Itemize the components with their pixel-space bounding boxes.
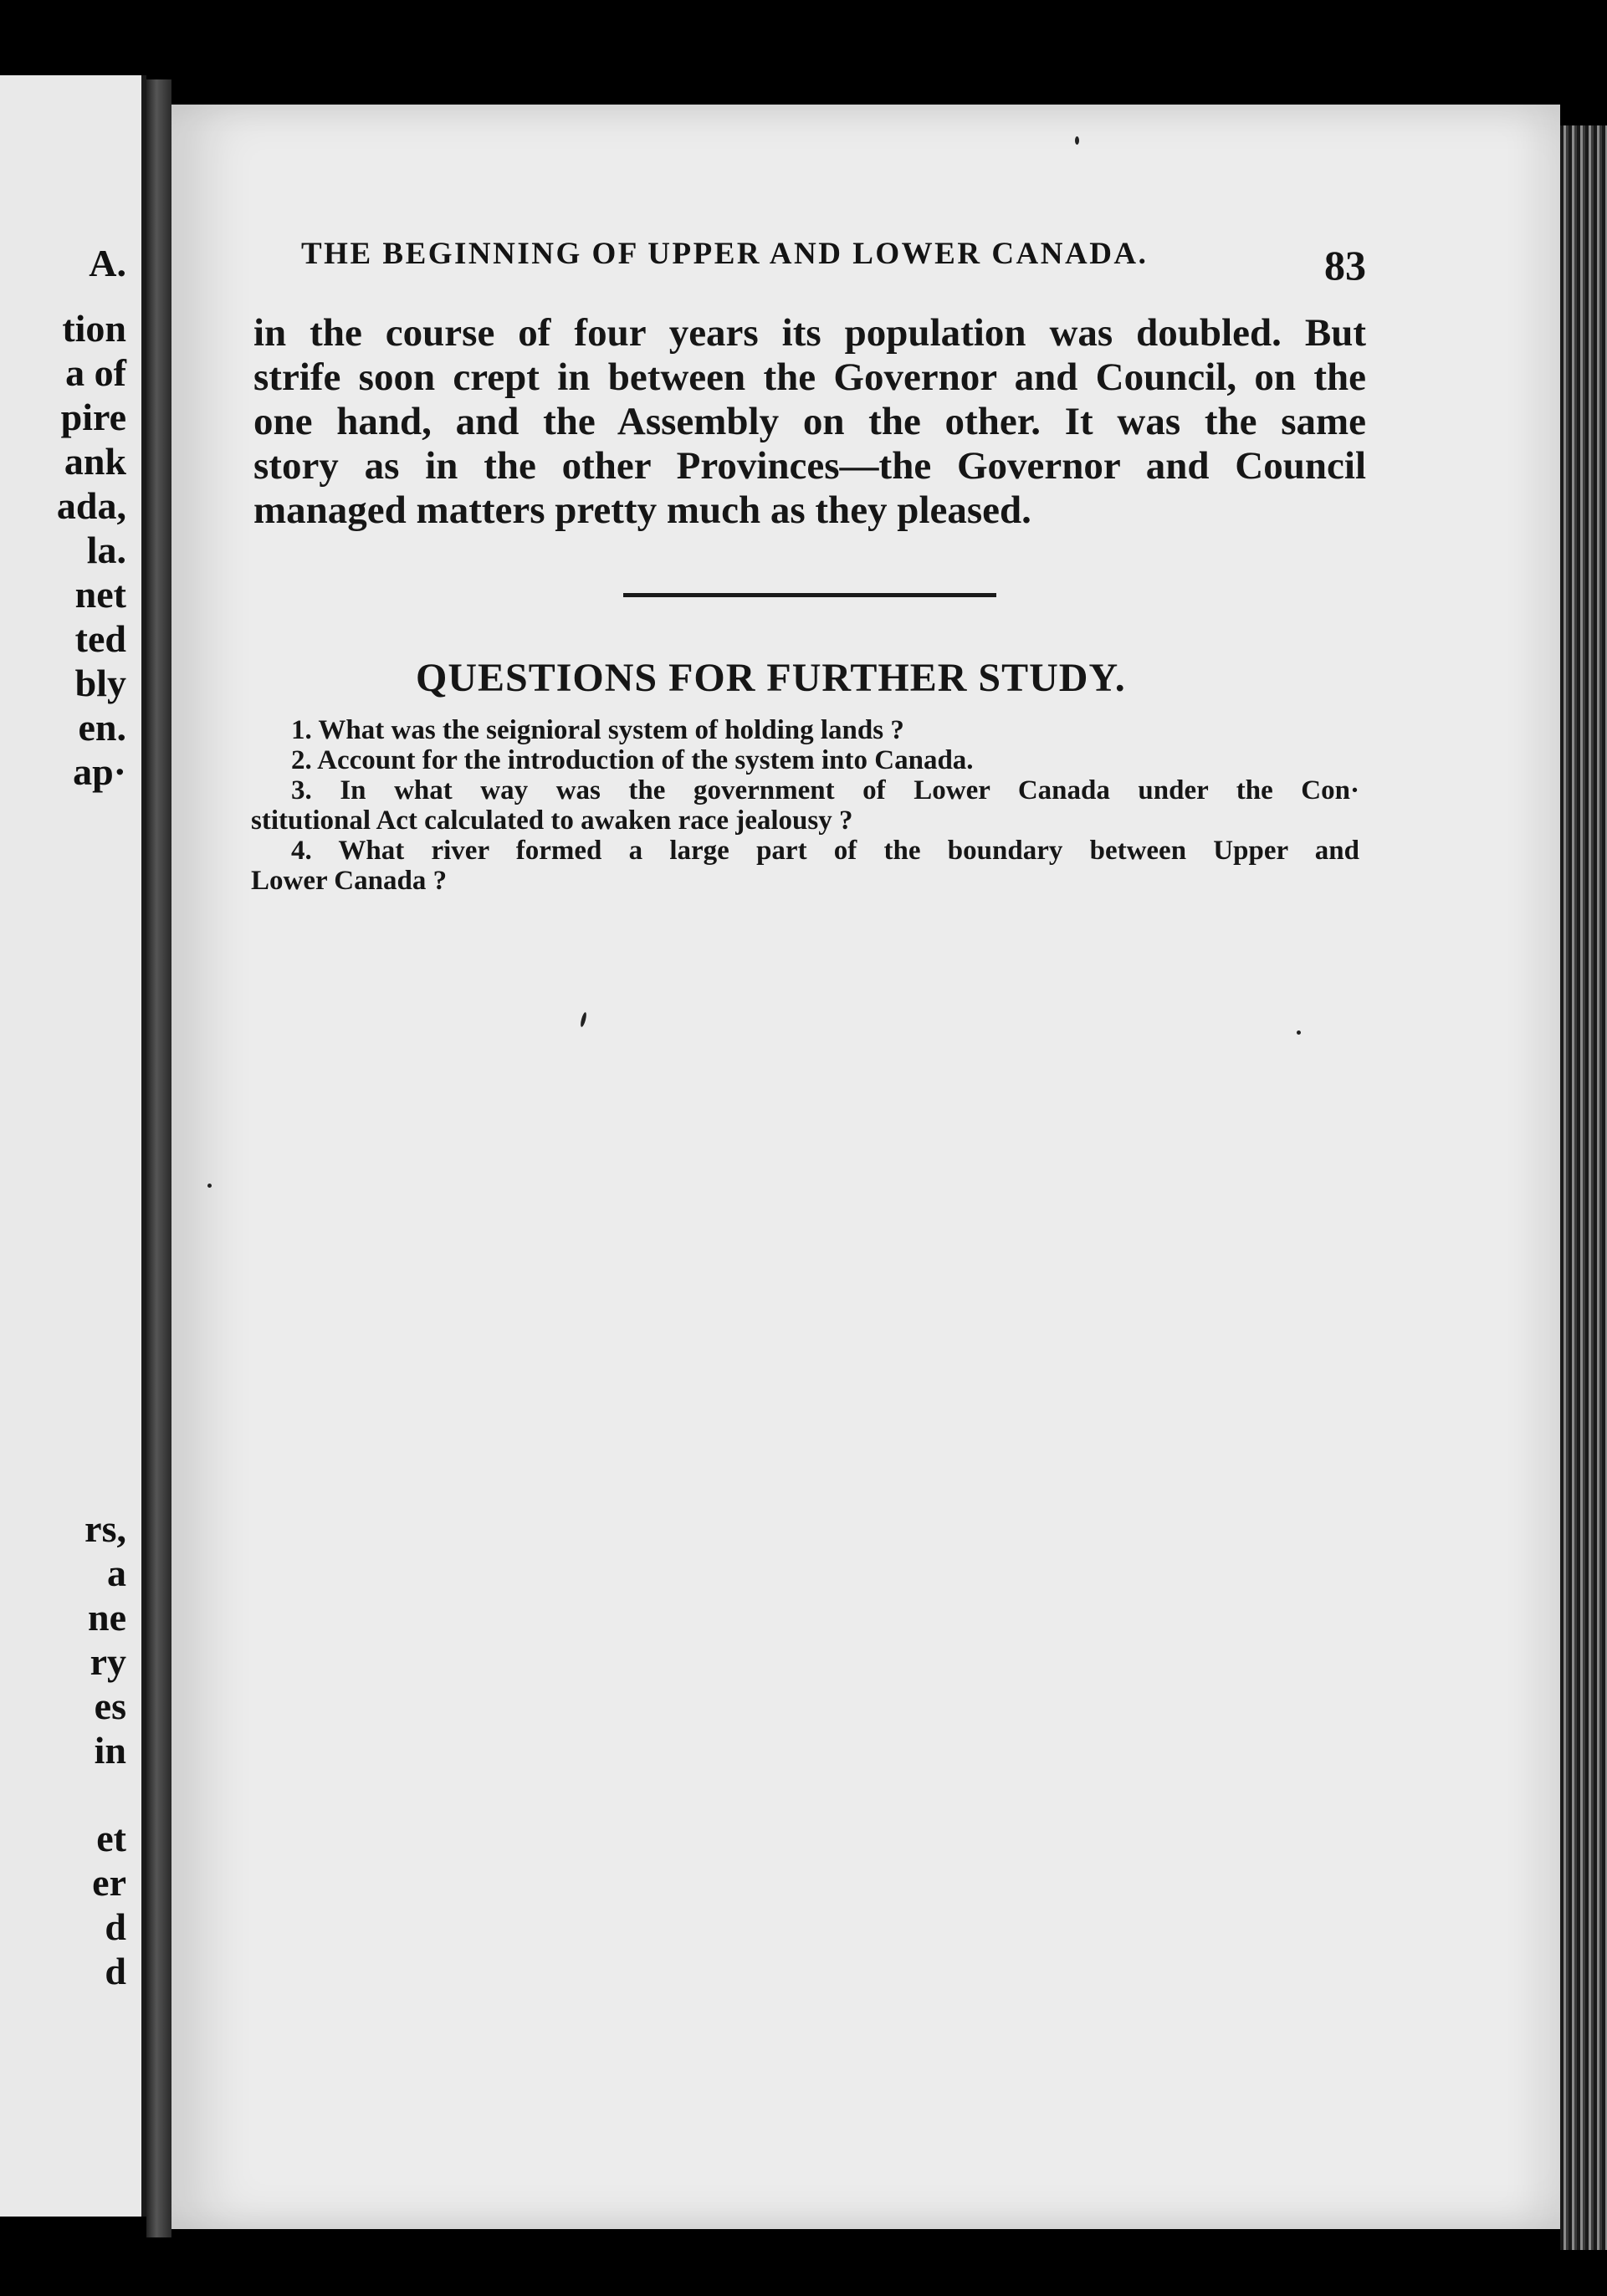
body-line: strife soon crept in between the Governor and Council, on the	[253, 355, 1366, 399]
page-edges	[1560, 125, 1607, 2250]
facing-line-ending: in	[94, 1729, 126, 1772]
question-line: 4. What river formed a large part of the boundary between Upper and	[291, 836, 1359, 866]
questions-list	[251, 715, 1359, 896]
body-paragraph	[253, 311, 1366, 533]
facing-line-ending: ry	[90, 1640, 126, 1683]
facing-line-ending: d	[105, 1950, 126, 1992]
body-line: story as in the other Provinces—the Governor and Council	[253, 444, 1366, 488]
facing-line-ending: pire	[60, 396, 126, 438]
facing-line-ending: net	[74, 573, 126, 616]
facing-line-ending: ank	[64, 440, 126, 483]
facing-line-ending: tion	[62, 307, 126, 350]
facing-line-ending: bly	[74, 662, 126, 704]
running-head: THE BEGINNING OF UPPER AND LOWER CANADA.	[301, 237, 1149, 271]
facing-line-ending: d	[105, 1905, 126, 1948]
question-line: stitutional Act calculated to awaken race jealousy ?	[251, 805, 853, 836]
question-line: 1. What was the seignioral system of holding lands ?	[291, 715, 904, 745]
facing-line-ending: rs,	[84, 1507, 126, 1550]
facing-line-ending: en.	[78, 706, 126, 749]
facing-line-ending: ada,	[56, 484, 126, 527]
questions-heading: QUESTIONS FOR FURTHER STUDY.	[416, 656, 1126, 700]
print-speck	[1075, 136, 1079, 145]
facing-line-ending: A.	[89, 242, 126, 284]
facing-line-ending: et	[96, 1817, 126, 1859]
book-gutter	[146, 79, 171, 2237]
facing-line-ending: la.	[86, 529, 126, 571]
facing-line-ending: es	[94, 1685, 126, 1727]
facing-page-fragment	[0, 75, 146, 2217]
facing-line-ending: a	[107, 1552, 126, 1594]
facing-line-ending: ne	[88, 1596, 126, 1639]
body-line: managed matters pretty much as they pleased.	[253, 488, 1031, 532]
facing-line-ending: a of	[65, 351, 126, 394]
question-line: Lower Canada ?	[251, 866, 448, 896]
print-speck	[1297, 1030, 1301, 1035]
body-line: one hand, and the Assembly on the other. It was the same	[253, 400, 1366, 443]
facing-line-ending: ted	[74, 617, 126, 660]
page-number: 83	[1324, 242, 1366, 289]
facing-line-ending: er	[92, 1861, 126, 1904]
body-line: in the course of four years its population was doubled. But	[253, 311, 1366, 355]
question-line: 3. In what way was the government of Lower Canada under the Con·	[291, 775, 1359, 805]
facing-line-ending: ap·	[73, 750, 126, 793]
section-divider	[623, 593, 996, 597]
question-line: 2. Account for the introduction of the system into Canada.	[291, 745, 974, 775]
print-speck	[207, 1184, 212, 1188]
